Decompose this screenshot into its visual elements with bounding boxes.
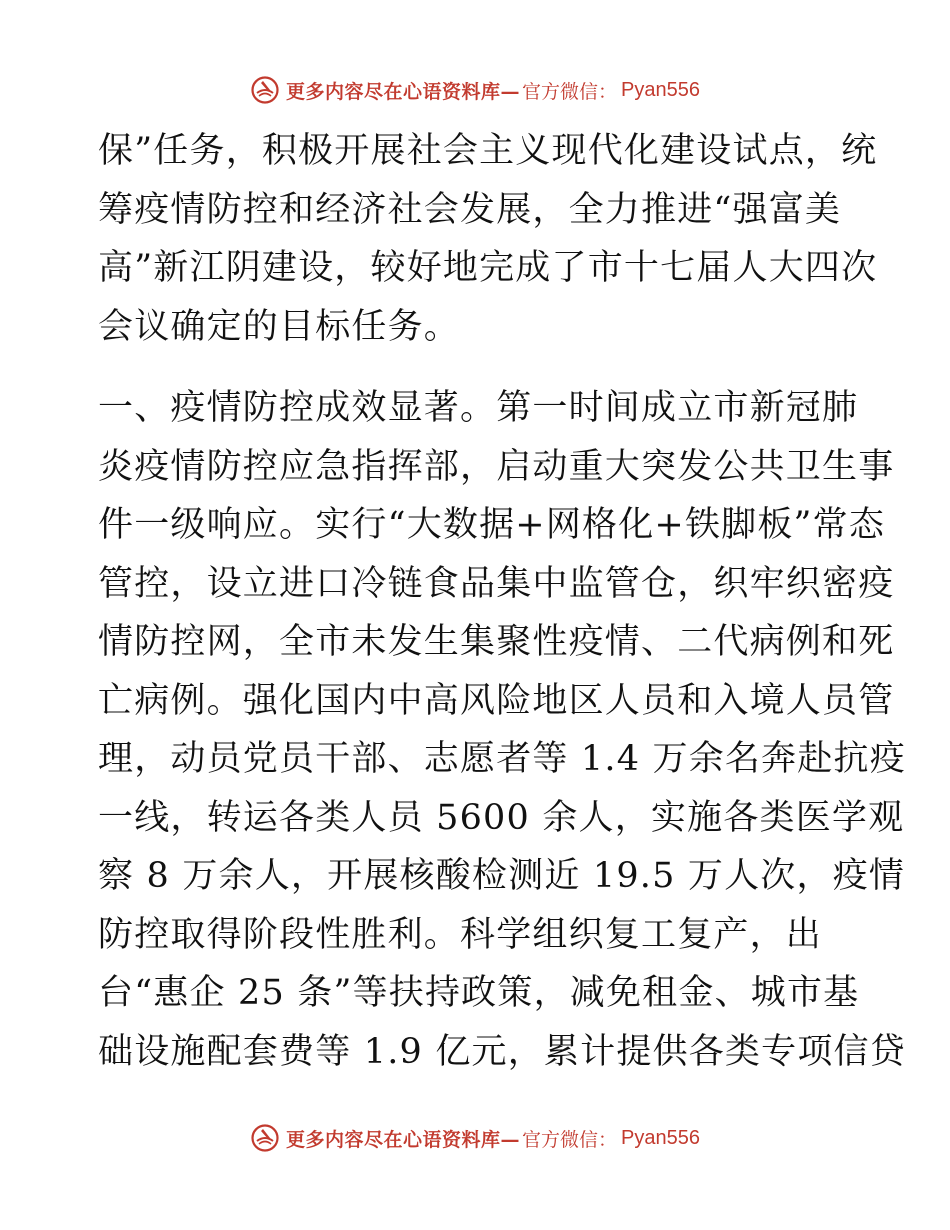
book-with-pen-icon <box>250 1123 280 1153</box>
paragraph-2-line: 理，动员党员干部、志愿者等 1.4 万余名奔赴抗疫 <box>98 739 906 779</box>
paragraph-1-line: 保”任务，积极开展社会主义现代化建设试点，统 <box>98 131 878 171</box>
header-banner <box>0 72 950 108</box>
paragraph-1-line: 会议确定的目标任务。 <box>98 306 461 347</box>
footer-wechat-label: 官方微信： <box>522 1128 618 1151</box>
paragraph-gap <box>98 356 858 379</box>
paragraph-1-line: 筹疫情防控和经济社会发展，全力推进“强富美 <box>98 189 842 230</box>
paragraph-2-line: 管控，设立进口冷链食品集中监管仓，织牢织密疫 <box>98 563 895 604</box>
paragraph-2-line: 情防控网，全市未发生集聚性疫情、二代病例和死 <box>98 622 895 662</box>
paragraph-2-line: 察 8 万余人，开展核酸检测近 19.5 万人次，疫情 <box>98 856 906 896</box>
paragraph-2-line: 础设施配套费等 1.9 亿元，累计提供各类专项信贷 <box>98 1031 906 1072</box>
paragraph-2-line: 防控取得阶段性胜利。科学组织复工复产，出 <box>98 914 823 955</box>
paragraph-2-line: 一、疫情防控成效显著。第一时间成立市新冠肺 <box>98 388 859 428</box>
header-brand-text: 更多内容尽在心语资料库— <box>286 80 521 103</box>
footer-wechat-id: Pyan556 <box>621 1126 700 1149</box>
book-with-pen-icon <box>250 75 280 105</box>
paragraph-2-line: 亡病例。强化国内中高风险地区人员和入境人员管 <box>98 680 895 721</box>
header-wechat-id: Pyan556 <box>621 78 700 101</box>
footer-brand-text: 更多内容尽在心语资料库— <box>286 1128 521 1151</box>
footer-banner <box>0 1120 950 1156</box>
document-body <box>98 122 906 1081</box>
paragraph-2-line: 件一级响应。实行“大数据+网格化+铁脚板”常态 <box>98 505 886 545</box>
header-wechat-label: 官方微信： <box>522 80 618 103</box>
paragraph-2-line: 台“惠企 25 条”等扶持政策，减免租金、城市基 <box>98 973 860 1013</box>
paragraph-2-line: 一线，转运各类人员 5600 余人，实施各类医学观 <box>98 797 905 838</box>
paragraph-1-line: 高”新江阴建设，较好地完成了市十七届人大四次 <box>98 248 878 288</box>
paragraph-2-line: 炎疫情防控应急指挥部，启动重大突发公共卫生事 <box>98 446 895 487</box>
